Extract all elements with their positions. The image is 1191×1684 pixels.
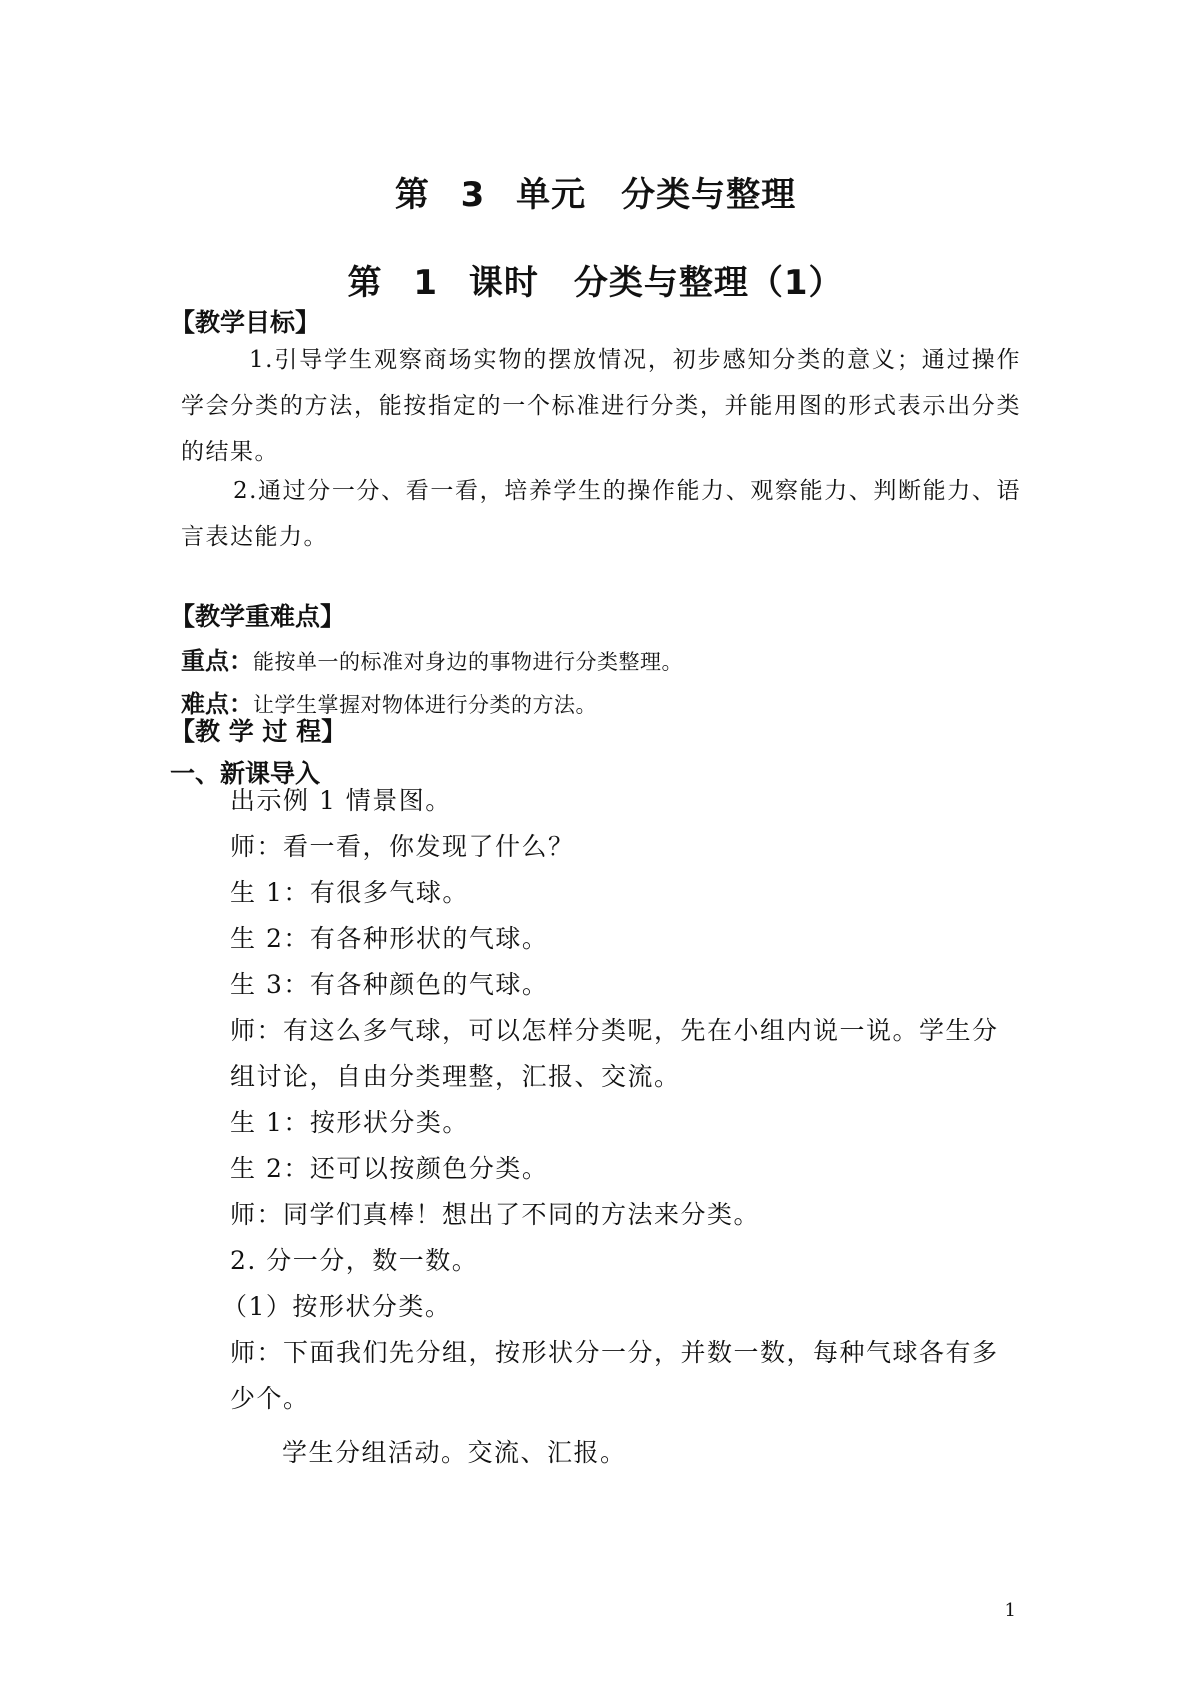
objective-item-1: 1.引导学生观察商场实物的摆放情况，初步感知分类的意义；通过操作学会分类的方法，能按指定的一个标准进行分类，并能用图的形式表示出分类的结果。 bbox=[181, 347, 1021, 465]
focus-row bbox=[181, 641, 683, 676]
process-line: 生 2：有各种形状的气球。 bbox=[230, 924, 549, 953]
process-dialog bbox=[222, 778, 1020, 1476]
page-number: 1 bbox=[1004, 1600, 1016, 1621]
process-line: 生 1：有很多气球。 bbox=[230, 878, 469, 907]
process-line: 师：有这么多气球，可以怎样分类呢，先在小组内说一说。学生分组讨论，自由分类理整，汇报、交流。 bbox=[230, 1016, 999, 1091]
process-heading: 【教 学 过 程】 bbox=[170, 717, 347, 746]
process-line: 师：同学们真棒！想出了不同的方法来分类。 bbox=[230, 1200, 761, 1229]
difficulty-label: 难点： bbox=[181, 690, 253, 718]
process-line: 生 2：还可以按颜色分类。 bbox=[230, 1154, 549, 1183]
unit-title: 第 3 单元 分类与整理 bbox=[394, 175, 797, 215]
lesson-title: 第 1 课时 分类与整理（1） bbox=[347, 263, 844, 303]
focus-label: 重点： bbox=[181, 647, 253, 675]
process-line: 生 1：按形状分类。 bbox=[230, 1108, 469, 1137]
process-line: 师：下面我们先分组，按形状分一分，并数一数，每种气球各有多少个。 bbox=[230, 1338, 999, 1413]
process-line: 生 3：有各种颜色的气球。 bbox=[230, 970, 549, 999]
key-points-heading: 【教学重难点】 bbox=[170, 602, 346, 631]
objective-item-2: 2.通过分一分、看一看，培养学生的操作能力、观察能力、判断能力、语言表达能力。 bbox=[181, 478, 1021, 550]
process-line: 出示例 1 情景图。 bbox=[230, 786, 452, 815]
focus-text: 能按单一的标准对身边的事物进行分类整理。 bbox=[253, 650, 683, 674]
difficulty-text: 让学生掌握对物体进行分类的方法。 bbox=[253, 693, 597, 717]
section-title-intro: 一、新课导入 bbox=[170, 759, 321, 788]
process-line: 师：看一看，你发现了什么？ bbox=[230, 832, 575, 861]
process-line: 学生分组活动。交流、汇报。 bbox=[282, 1438, 627, 1467]
objectives-heading: 【教学目标】 bbox=[170, 308, 321, 337]
process-line: 2. 分一分，数一数。 bbox=[230, 1246, 479, 1275]
process-line: （1）按形状分类。 bbox=[222, 1292, 452, 1321]
